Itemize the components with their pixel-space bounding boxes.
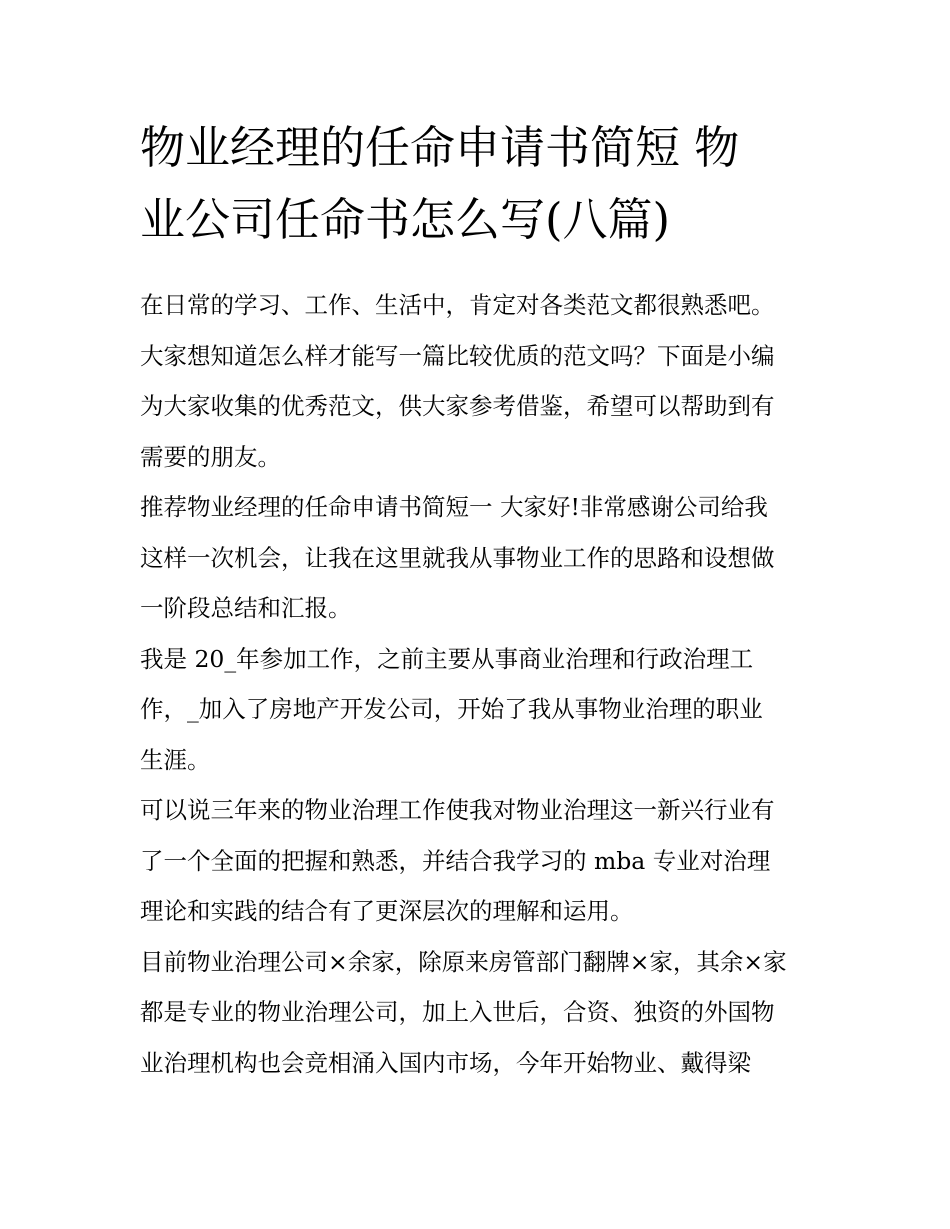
text-line: 大家想知道怎么样才能写一篇比较优质的范文吗？下面是小编: [140, 341, 775, 370]
text-line: 都是专业的物业治理公司，加上入世后，合资、独资的外国物: [140, 998, 775, 1026]
document-title: [140, 112, 820, 256]
text-line: 我是 20_年参加工作，之前主要从事商业治理和行政治理工: [140, 644, 754, 673]
title-line: 物业经理的任命申请书简短 物: [140, 121, 740, 174]
text-line: 目前物业治理公司×余家，除原来房管部门翻牌×家，其余×家: [140, 947, 787, 976]
text-line: 了一个全面的把握和熟悉，并结合我学习的 mba 专业对治理: [140, 846, 771, 875]
text-line: 需要的朋友。: [140, 442, 281, 471]
text-line: 可以说三年来的物业治理工作使我对物业治理这一新兴行业有: [140, 796, 775, 824]
title-line: 业公司任命书怎么写(八篇): [140, 193, 671, 246]
text-line: 推荐物业经理的任命申请书简短一 大家好!非常感谢公司给我: [140, 493, 768, 521]
paragraph-greeting: [140, 482, 820, 634]
text-line: 生涯。: [140, 745, 211, 774]
text-line: 理论和实践的结合有了更深层次的理解和运用。: [140, 897, 634, 925]
paragraph-background: [140, 634, 820, 786]
text-line: 一阶段总结和汇报。: [140, 594, 352, 622]
text-line: 为大家收集的优秀范文，供大家参考借鉴，希望可以帮助到有: [140, 392, 775, 420]
document-body: [140, 112, 820, 1088]
paragraph-experience: [140, 785, 820, 937]
paragraph-intro: [140, 280, 820, 482]
paragraph-market: [140, 937, 820, 1089]
text-line: 这样一次机会，让我在这里就我从事物业工作的思路和设想做: [140, 543, 775, 572]
text-line: 在日常的学习、工作、生活中，肯定对各类范文都很熟悉吧。: [140, 291, 775, 319]
text-line: 作，_加入了房地产开发公司，开始了我从事物业治理的职业: [140, 695, 763, 723]
text-line: 业治理机构也会竞相涌入国内市场，今年开始物业、戴得梁: [140, 1048, 751, 1077]
